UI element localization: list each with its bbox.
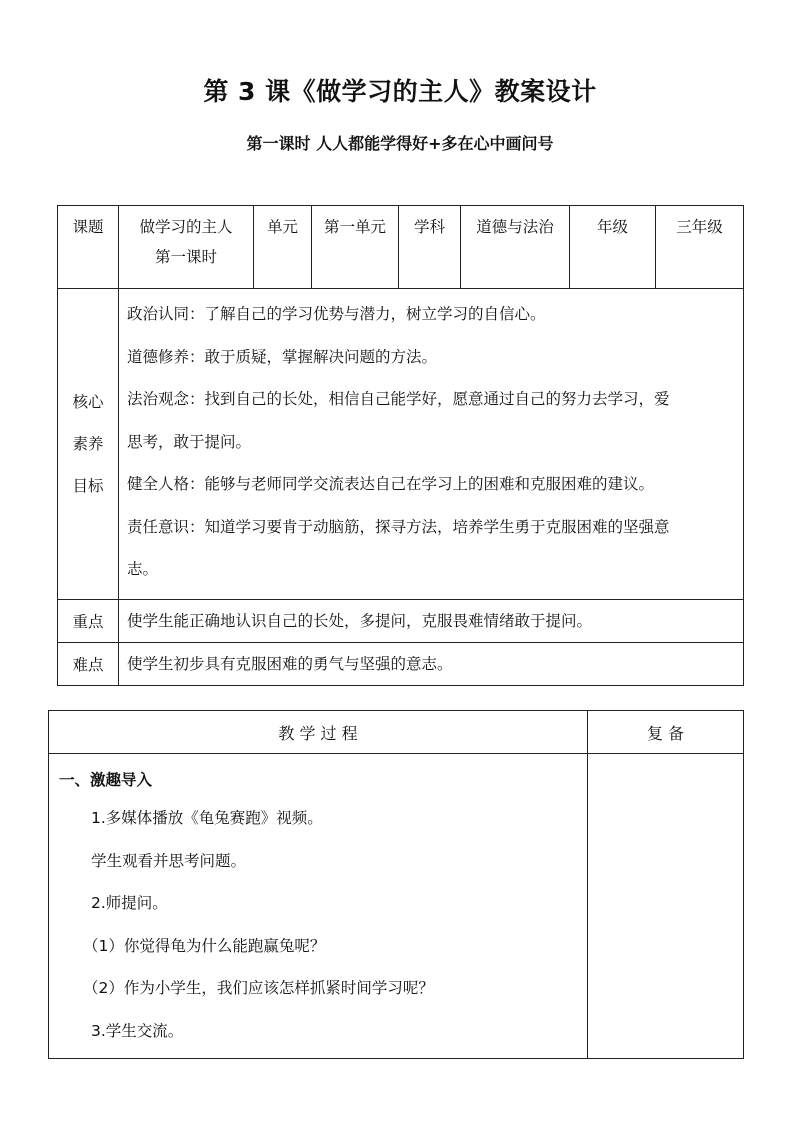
unit-label-cell: 单元 [254, 206, 312, 289]
grade-label-cell: 年级 [570, 206, 656, 289]
unit-value-cell: 第一单元 [312, 206, 399, 289]
teaching-process-table [48, 710, 744, 1059]
info-row-key-point [58, 599, 744, 642]
topic-label-cell: 课题 [58, 206, 119, 289]
subject-value-cell: 道德与法治 [461, 206, 570, 289]
goal-line: 政治认同：了解自己的学习优势与潜力，树立学习的自信心。 [127, 305, 546, 323]
difficulty-label: 难点 [58, 642, 119, 685]
info-row-core-goals [58, 289, 744, 600]
info-row-difficulty [58, 642, 744, 685]
difficulty-text: 使学生初步具有克服困难的勇气与坚强的意志。 [119, 642, 744, 685]
process-line: 学生观看并思考问题。 [91, 851, 247, 870]
goal-line: 法治观念：找到自己的长处，相信自己能学好，愿意通过自己的努力去学习，爱 [127, 390, 670, 408]
goal-line: 健全人格：能够与老师同学交流表达自己在学习上的困难和克服困难的建议。 [127, 475, 655, 493]
document-subtitle: 第一课时 人人都能学得好+多在心中画问号 [246, 134, 554, 153]
lesson-info-table [57, 205, 744, 686]
review-header: 复 备 [588, 711, 744, 754]
key-point-text: 使学生能正确地认识自己的长处，多提问，克服畏难情绪敢于提问。 [119, 599, 744, 642]
topic-value-cell [119, 206, 254, 289]
core-goals-label: 核心 素养 目标 [58, 289, 119, 600]
process-header-row [49, 711, 744, 754]
process-line: 2.师提问。 [91, 894, 168, 912]
document-title: 第 3 课《做学习的主人》教案设计 [203, 77, 597, 106]
subject-label-cell: 学科 [399, 206, 461, 289]
info-row-topic [58, 206, 744, 289]
process-body-row [49, 754, 744, 1059]
process-line: 1.多媒体播放《龟兔赛跑》视频。 [91, 809, 323, 827]
goal-line: 道德修养：敢于质疑，掌握解决问题的方法。 [127, 347, 438, 366]
process-line: （1）你觉得龟为什么能跑赢兔呢？ [83, 936, 326, 955]
grade-value-cell: 三年级 [656, 206, 744, 289]
teaching-process-header: 教 学 过 程 [49, 711, 588, 754]
review-notes-cell [588, 754, 744, 1059]
topic-period: 第一课时 [154, 248, 217, 266]
goal-line: 思考，敢于提问。 [127, 432, 252, 451]
key-point-label: 重点 [58, 599, 119, 642]
process-line: （2）作为小学生，我们应该怎样抓紧时间学习呢？ [83, 979, 434, 997]
teaching-process-content [49, 754, 588, 1059]
core-goals-content [119, 289, 744, 600]
topic-name: 做学习的主人 [139, 218, 233, 236]
process-line: 3.学生交流。 [91, 1021, 184, 1040]
section-heading: 一、激趣导入 [59, 771, 153, 789]
goal-line: 志。 [127, 560, 159, 578]
goal-line: 责任意识：知道学习要肯于动脑筋，探寻方法，培养学生勇于克服困难的坚强意 [127, 517, 670, 536]
